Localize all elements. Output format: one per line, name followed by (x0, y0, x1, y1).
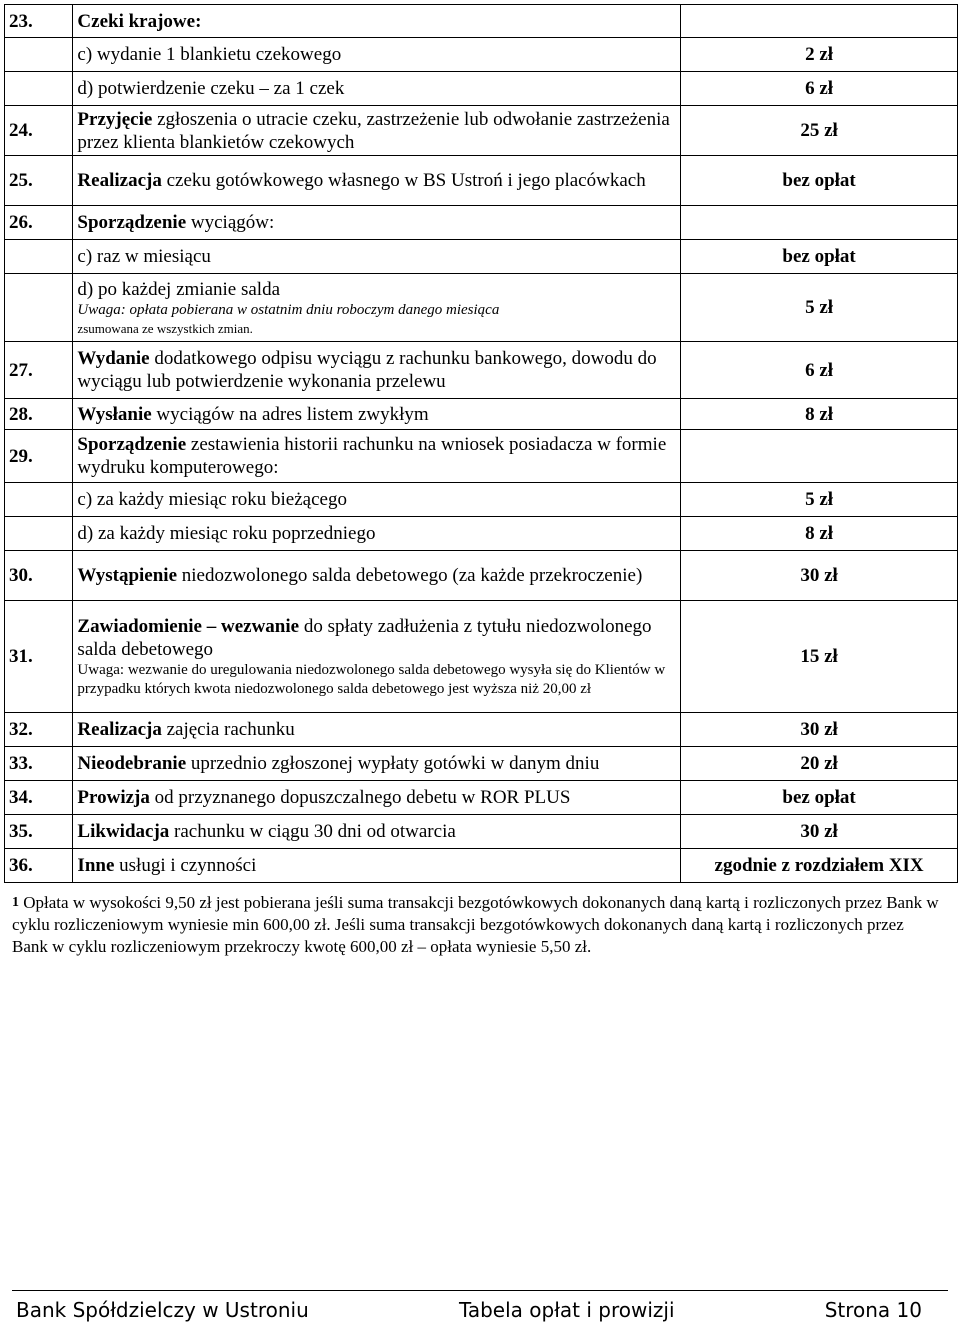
row-label: d) po każdej zmianie salda (77, 279, 281, 300)
table-row (5, 747, 958, 781)
row-keyword: Inne (77, 855, 115, 876)
row-desc (73, 274, 681, 342)
row-label: zajęcia rachunku (161, 719, 295, 740)
row-desc (73, 713, 681, 747)
row-number: 29. (5, 430, 73, 483)
row-number: 36. (5, 849, 73, 883)
row-price: 6 zł (681, 72, 958, 106)
row-price: 15 zł (681, 601, 958, 713)
row-desc (73, 342, 681, 399)
row-label: c) wydanie 1 blankietu czekowego (73, 38, 681, 72)
row-price: 30 zł (681, 713, 958, 747)
row-keyword: Zawiadomienie – wezwanie (77, 615, 300, 637)
row-label: uprzednio zgłoszonej wypłaty gotówki w danym dniu (186, 753, 600, 774)
row-price: 25 zł (681, 106, 958, 156)
row-desc (73, 399, 681, 430)
table-row (5, 240, 958, 274)
footnote (12, 892, 942, 958)
row-price: 20 zł (681, 747, 958, 781)
table-row (5, 206, 958, 240)
row-price: 6 zł (681, 342, 958, 399)
row-keyword: Likwidacja (77, 821, 170, 842)
row-number: 24. (5, 106, 73, 156)
row-keyword: Przyjęcie (77, 108, 153, 130)
table-row (5, 399, 958, 430)
row-number: 34. (5, 781, 73, 815)
table-row (5, 483, 958, 517)
footnote-text: Opłata w wysokości 9,50 zł jest pobierana jeśli suma transakcji bezgotówkowych dokonanych daną kartą i rozliczonych przez Bank w cyklu rozliczeniowym wyniesie min 600,00 zł. Jeśli suma transakcji bezgotówkowych dokonanych daną kartą i rozliczonych przez Bank w cyklu rozliczeniowym przekroczy kwotę 600,00 zł – opłata wyniesie 5,50 zł. (12, 893, 939, 956)
row-price: 2 zł (681, 38, 958, 72)
row-keyword: Prowizja (77, 787, 150, 808)
row-label: Czeki krajowe: (73, 5, 681, 38)
row-price: 5 zł (681, 274, 958, 342)
row-keyword: Realizacja (77, 170, 162, 191)
row-note: zsumowana ze wszystkich zmian. (77, 321, 253, 336)
page-footer (16, 1298, 922, 1322)
row-label: d) potwierdzenie czeku – za 1 czek (73, 72, 681, 106)
row-desc (73, 206, 681, 240)
row-label: wyciągów: (186, 212, 275, 233)
row-price: 8 zł (681, 517, 958, 551)
row-keyword: Realizacja (77, 719, 162, 740)
row-price: 8 zł (681, 399, 958, 430)
row-keyword: Sporządzenie (77, 212, 187, 233)
row-label: czeku gotówkowego własnego w BS Ustroń i jego placówkach (161, 170, 646, 191)
row-price: 30 zł (681, 815, 958, 849)
row-price: bez opłat (681, 240, 958, 274)
footer-bank-name: Bank Spółdzielczy w Ustroniu (16, 1298, 309, 1322)
row-desc (73, 747, 681, 781)
row-price: zgodnie z rozdziałem XIX (681, 849, 958, 883)
row-desc (73, 815, 681, 849)
row-price: 30 zł (681, 551, 958, 601)
table-row (5, 517, 958, 551)
table-row (5, 342, 958, 399)
row-price: bez opłat (681, 781, 958, 815)
row-label: zestawienia historii rachunku na wniosek posiadacza w formie wydruku komputerowego: (77, 434, 667, 478)
table-row (5, 38, 958, 72)
fee-table (4, 4, 958, 883)
row-desc (73, 601, 681, 713)
table-row (5, 430, 958, 483)
row-keyword: Wysłanie (77, 403, 152, 425)
row-price: 5 zł (681, 483, 958, 517)
row-note: Uwaga: opłata pobierana w ostatnim dniu roboczym danego miesiąca (77, 302, 500, 318)
table-row (5, 156, 958, 206)
row-number: 27. (5, 342, 73, 399)
table-row (5, 72, 958, 106)
table-row (5, 106, 958, 156)
row-keyword: Nieodebranie (77, 753, 187, 774)
row-label: c) raz w miesiącu (73, 240, 681, 274)
row-desc (73, 849, 681, 883)
row-number: 23. (5, 5, 73, 38)
row-number: 30. (5, 551, 73, 601)
footer-divider (12, 1290, 948, 1291)
row-number: 26. (5, 206, 73, 240)
row-number: 33. (5, 747, 73, 781)
row-keyword: Sporządzenie (77, 434, 187, 455)
table-row (5, 815, 958, 849)
row-desc (73, 430, 681, 483)
table-row (5, 5, 958, 38)
row-label: wyciągów na adres listem zwykłym (151, 403, 429, 425)
row-desc (73, 551, 681, 601)
table-row (5, 781, 958, 815)
table-row (5, 713, 958, 747)
row-note: Uwaga: wezwanie do uregulowania niedozwolonego salda debetowego wysyła się do Klientów w przypadku których kwota niedozwolonego salda debetowego jest wyższa niż 20,00 zł (77, 661, 666, 697)
row-keyword: Wydanie (77, 348, 150, 369)
row-label: usługi i czynności (114, 855, 257, 876)
row-label: do spłaty zadłużenia z tytułu niedozwolonego salda debetowego (77, 615, 652, 660)
row-label: niedozwolonego salda debetowego (za każde przekroczenie) (177, 565, 643, 586)
row-number: 35. (5, 815, 73, 849)
table-row (5, 601, 958, 713)
footer-document-title: Tabela opłat i prowizji (458, 1298, 675, 1322)
row-number: 28. (5, 399, 73, 430)
row-price (681, 5, 958, 38)
footer-page-number: Strona 10 (824, 1298, 922, 1322)
row-number: 32. (5, 713, 73, 747)
row-label: od przyznanego dopuszczalnego debetu w ROR PLUS (149, 787, 571, 808)
footnote-mark: 1 (12, 895, 19, 910)
row-label: dodatkowego odpisu wyciągu z rachunku bankowego, dowodu do wyciągu lub potwierdzenie wykonania przelewu (77, 348, 657, 392)
row-number: 25. (5, 156, 73, 206)
row-number: 31. (5, 601, 73, 713)
table-row (5, 849, 958, 883)
row-desc (73, 156, 681, 206)
row-desc (73, 781, 681, 815)
row-label: zgłoszenia o utracie czeku, zastrzeżenie lub odwołanie zastrzeżenia przez klienta blankietów czekowych (77, 108, 670, 153)
table-row (5, 551, 958, 601)
row-label: c) za każdy miesiąc roku bieżącego (73, 483, 681, 517)
table-row (5, 274, 958, 342)
row-keyword: Wystąpienie (77, 565, 177, 586)
row-label: d) za każdy miesiąc roku poprzedniego (73, 517, 681, 551)
row-price: bez opłat (681, 156, 958, 206)
row-desc (73, 106, 681, 156)
row-label: rachunku w ciągu 30 dni od otwarcia (169, 821, 456, 842)
